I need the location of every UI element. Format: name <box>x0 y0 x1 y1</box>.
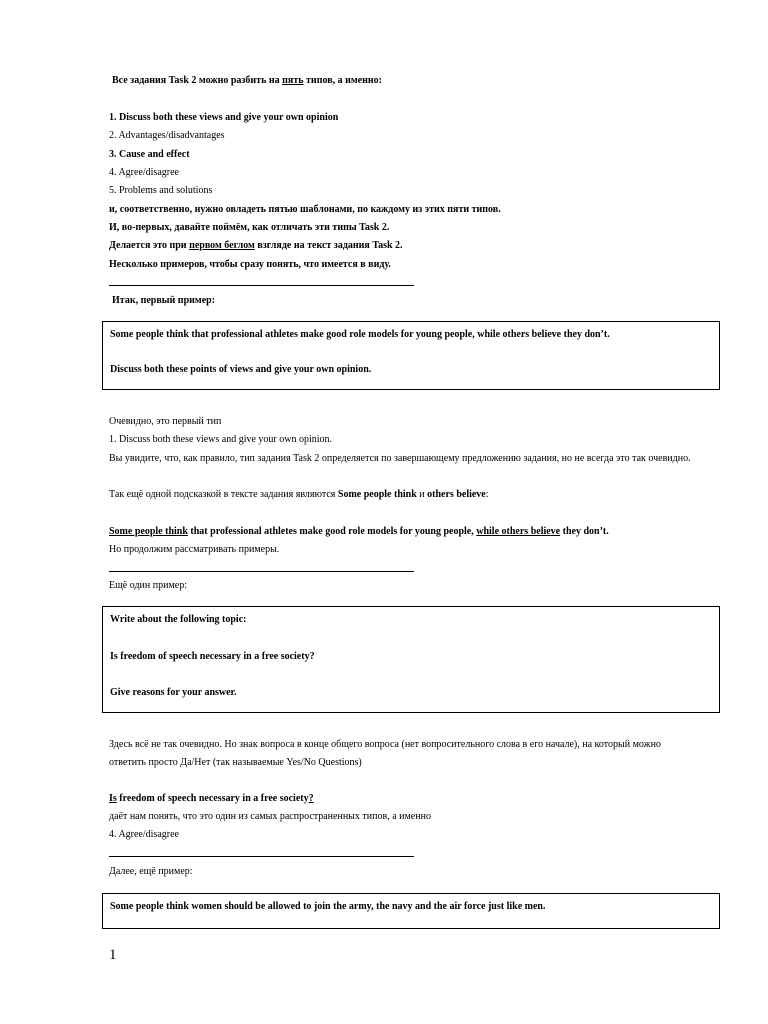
example1-box-line2: Discuss both these points of views and give your own opinion. <box>110 364 372 375</box>
example1-box <box>102 321 720 390</box>
analysis2-line5: 4. Agree/disagree <box>109 829 179 840</box>
type-item-3: 3. Cause and effect <box>109 149 190 160</box>
divider-1 <box>109 285 414 286</box>
para1-line4: Несколько примеров, чтобы сразу понять, что имеется в виду. <box>109 259 391 270</box>
analysis1-line4: Так ещё одной подсказкой в тексте задания являются Some people think и others believe: <box>109 489 489 500</box>
analysis1-quote: Some people think that professional athletes make good role models for young people, while others believe they don’t. <box>109 526 609 537</box>
example2-box-line2: Is freedom of speech necessary in a free society? <box>110 651 315 662</box>
analysis2-quote: Is freedom of speech necessary in a free society? <box>109 793 314 804</box>
example2-box-line3: Give reasons for your answer. <box>110 687 237 698</box>
para1-line1: и, соответственно, нужно овладеть пятью шаблонами, по каждому из этих пяти типов. <box>109 204 501 215</box>
example3-box-line1: Some people think women should be allowed to join the army, the navy and the air force just like men. <box>110 901 546 912</box>
example1-heading: Итак, первый пример: <box>112 295 216 306</box>
type-item-1: 1. Discuss both these views and give your own opinion <box>109 112 339 123</box>
example3-heading: Далее, ещё пример: <box>109 866 193 877</box>
divider-2 <box>109 571 414 572</box>
intro-text-end: типов, а именно: <box>303 75 382 86</box>
example3-box <box>102 893 720 929</box>
analysis1-line3: Вы увидите, что, как правило, тип задания Task 2 определяется по завершающему предложению задания, но не всегда это так очевидно. <box>109 453 691 464</box>
type-item-5: 5. Problems and solutions <box>109 185 213 196</box>
example2-box <box>102 606 720 713</box>
example1-box-line1: Some people think that professional athletes make good role models for young people, while others believe they don’t. <box>110 329 610 340</box>
analysis1-line2: 1. Discuss both these views and give your own opinion. <box>109 434 333 445</box>
type-item-2: 2. Advantages/disadvantages <box>109 130 225 141</box>
example2-box-line1: Write about the following topic: <box>110 614 247 625</box>
page-number: 1 <box>109 947 117 963</box>
divider-3 <box>109 856 414 857</box>
example2-heading: Ещё один пример: <box>109 580 187 591</box>
para1-line3: Делается это при первом беглом взгляде на текст задания Task 2. <box>109 240 403 251</box>
underlined-phrase: первом беглом <box>189 240 255 251</box>
intro-text: Все задания Task 2 можно разбить на <box>112 75 283 86</box>
analysis1-line6: Но продолжим рассматривать примеры. <box>109 544 280 555</box>
type-item-4: 4. Agree/disagree <box>109 167 179 178</box>
analysis2-line4: даёт нам понять, что это один из самых распространенных типов, а именно <box>109 811 431 822</box>
intro-line <box>112 75 382 87</box>
intro-underlined: пять <box>282 75 304 86</box>
analysis2-line2: ответить просто Да/Нет (так называемые Yes/No Questions) <box>109 757 362 768</box>
analysis2-line1: Здесь всё не так очевидно. Но знак вопроса в конце общего вопроса (нет вопросительного слова в его начале), на который можно <box>109 739 661 750</box>
para1-line2: И, во-первых, давайте поймём, как отличать эти типы Task 2. <box>109 222 390 233</box>
analysis1-line1: Очевидно, это первый тип <box>109 416 222 427</box>
